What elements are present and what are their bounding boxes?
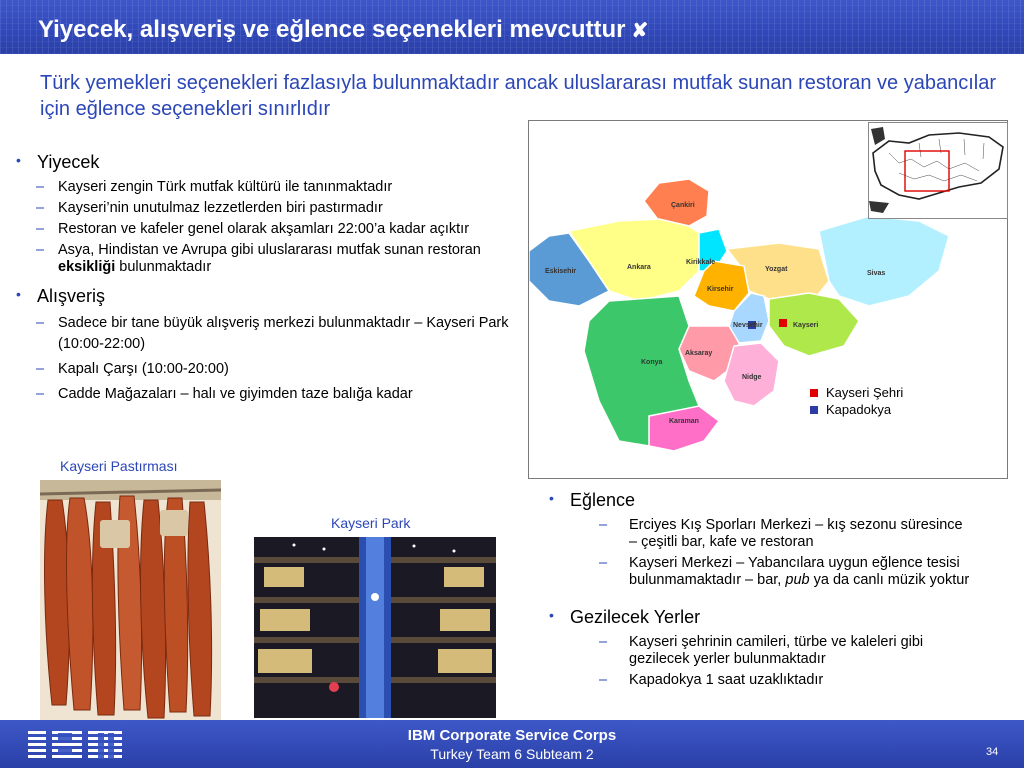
bullet-gezilecek: • Gezilecek Yerler xyxy=(549,607,701,627)
slide-title-text: Yiyecek, alışveriş ve eğlence seçenekleri mevcuttur xyxy=(38,16,626,43)
footer-line-2: Turkey Team 6 Subteam 2 xyxy=(430,746,594,762)
left-bullet-list xyxy=(0,152,510,409)
kayseri-park-photo xyxy=(254,537,496,718)
province-label: Kirikkale xyxy=(686,259,716,266)
sub-bullet: – Asya, Hindistan ve Avrupa gibi uluslararası mutfak sunan restoran eksikliği bulunmaktadır xyxy=(36,242,481,275)
sub-bullet: – Kayseri’nin unutulmaz lezzetlerden biri pastırmadır xyxy=(36,200,383,216)
cross-icon: ✘ xyxy=(631,20,649,42)
province-label: Nidge xyxy=(742,374,762,381)
title-bar xyxy=(0,0,1024,54)
footer-bar xyxy=(0,720,1024,768)
page-number: 34 xyxy=(986,746,999,758)
pastirma-photo xyxy=(40,480,221,720)
pastirma-caption: Kayseri Pastırması xyxy=(60,458,178,474)
sub-bullet: – Kayseri Merkezi – Yabancılara uygun eğlence tesisi bulunmamaktadır – bar, pub ya da canlı müzik yoktur xyxy=(599,555,970,588)
slide-subtitle: Türk yemekleri seçenekleri fazlasıyla bulunmaktadır ancak uluslararası mutfak sunan restoran ve yabancılar için eğlence seçenekleri sınırlıdır xyxy=(40,72,996,120)
sub-bullet: – Kapalı Çarşı (10:00-20:00) xyxy=(36,361,229,377)
province-label: Ankara xyxy=(627,264,651,271)
province-label: Karaman xyxy=(669,418,699,425)
legend-item-kapadokya: Kapadokya xyxy=(810,402,903,417)
sub-bullet: – Cadde Mağazaları – halı ve giyimden taze balığa kadar xyxy=(36,386,413,402)
sub-bullet: – Restoran ve kafeler genel olarak akşamları 22:00’a kadar açıktır xyxy=(36,221,470,237)
sub-bullet: – Sadece bir tane büyük alışveriş merkezi bulunmaktadır – Kayseri Park (10:00-22:00) xyxy=(36,315,509,352)
province-label: Konya xyxy=(641,359,663,366)
province-label: Nevsehir xyxy=(733,322,763,329)
province-label: Çankiri xyxy=(671,202,695,209)
bullet-alisveris: • Alışveriş xyxy=(16,286,106,306)
blue-square-icon xyxy=(810,406,818,414)
province-label: Sivas xyxy=(867,270,886,277)
legend-item-kayseri: Kayseri Şehri xyxy=(810,385,903,400)
red-square-icon xyxy=(810,389,818,397)
sub-bullet: – Kayseri şehrinin camileri, türbe ve kaleleri gibi gezilecek yerler bulunmaktadır xyxy=(599,634,924,667)
park-caption: Kayseri Park xyxy=(331,515,411,531)
province-label: Eskisehir xyxy=(545,268,577,275)
province-label: Yozgat xyxy=(765,266,788,273)
slide-title xyxy=(38,16,648,44)
province-sivas xyxy=(819,216,949,306)
kayseri-marker xyxy=(779,319,787,327)
province-label: Kirsehir xyxy=(707,286,734,293)
province-label: Kayseri xyxy=(793,322,819,329)
sub-bullet: – Kapadokya 1 saat uzaklıktadır xyxy=(599,672,824,688)
province-label: Aksaray xyxy=(685,350,713,357)
bullet-eglence: • Eğlence xyxy=(549,490,636,510)
right-bullet-list xyxy=(533,490,973,693)
bullet-yiyecek: • Yiyecek xyxy=(16,152,100,172)
sub-bullet: – Kayseri zengin Türk mutfak kültürü ile tanınmaktadır xyxy=(36,179,393,195)
map-legend xyxy=(810,385,903,419)
turkey-inset-map xyxy=(868,122,1008,219)
sub-bullet: – Erciyes Kış Sporları Merkezi – kış sezonu süresince – çeşitli bar, kafe ve restoran xyxy=(599,517,963,550)
footer-line-1: IBM Corporate Service Corps xyxy=(407,727,617,744)
